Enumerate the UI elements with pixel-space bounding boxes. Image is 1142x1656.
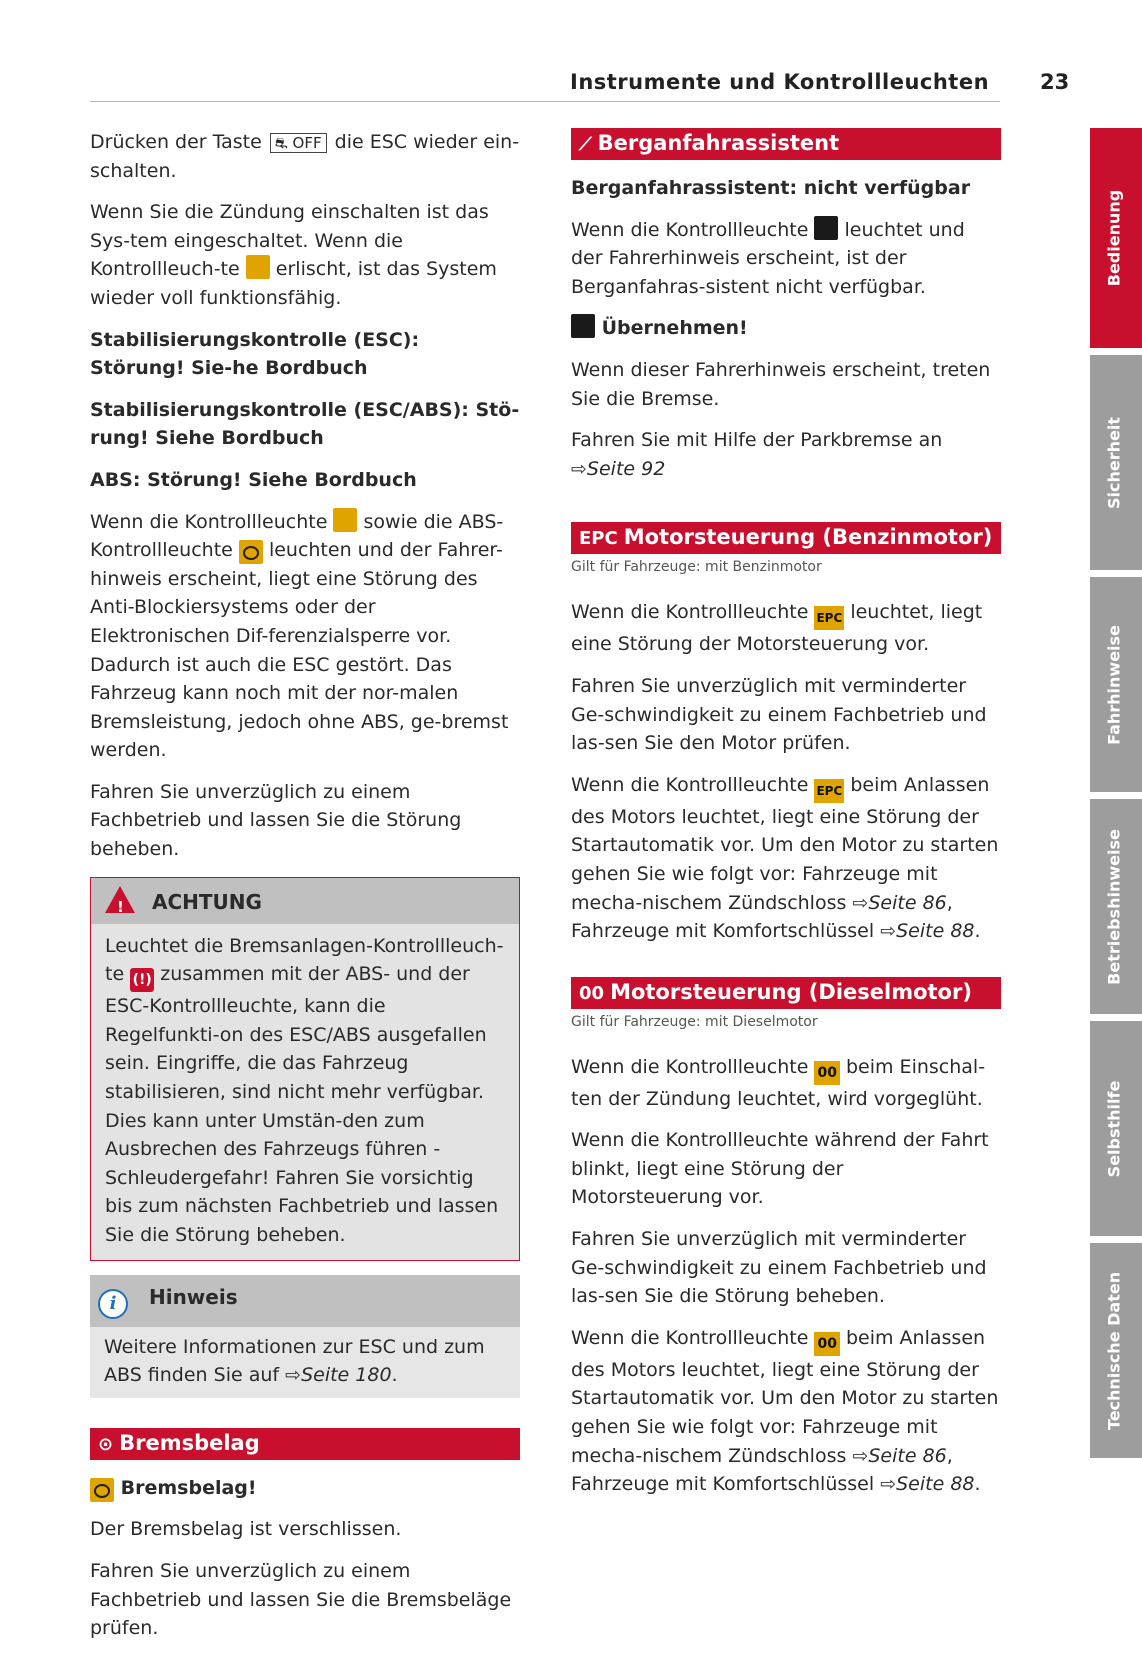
info-icon: i <box>98 1289 128 1319</box>
section-bar-berganfahrassistent: ⟋ Berganfahrassistent <box>571 128 1001 160</box>
esc-warning-icon <box>333 508 357 532</box>
tab-betriebshinweise[interactable]: Betriebshinweise <box>1090 799 1142 1014</box>
right-column <box>571 128 1001 1512</box>
subheading-bremsbelag: Bremsbelag! <box>90 1474 520 1503</box>
left-column <box>90 128 520 1656</box>
section-bar-bremsbelag: ⊙ Bremsbelag <box>90 1428 520 1460</box>
subheading-uebernehmen: Übernehmen! <box>571 314 1001 343</box>
paragraph: Wenn die Kontrollleuchte EPC beim Anlassen des Motors leuchtet, liegt eine Störung der Startautomatik vor. Um den Motor zu starten gehen Sie wie folgt vor: Fahrzeuge mit mecha-nischem Zündschloss ⇨Seite 86, Fahrzeuge mit Komfortschlüssel ⇨Seite 88. <box>571 773 999 943</box>
tab-fahrhinweise[interactable]: Fahrhinweise <box>1090 577 1142 792</box>
tab-bedienung[interactable]: Bedienung <box>1090 128 1142 348</box>
tab-selbsthilfe[interactable]: Selbsthilfe <box>1090 1021 1142 1236</box>
warning-header: ! ACHTUNG <box>91 878 519 924</box>
warning-box <box>90 877 520 1261</box>
paragraph: Wenn die Kontrollleuchte leuchtet und der Fahrerhinweis erscheint, ist der Berganfahras-sistent nicht verfügbar. <box>571 216 1001 302</box>
paragraph: Fahren Sie unverzüglich mit verminderter Ge-schwindigkeit zu einem Fachbetrieb und las-sen Sie den Motor prüfen. <box>571 674 987 755</box>
paragraph: Wenn die Kontrollleuchte EPC leuchtet, liegt eine Störung der Motorsteuerung vor. <box>571 601 983 656</box>
applicability-note: Gilt für Fahrzeuge: mit Benzinmotor <box>571 559 822 576</box>
warning-triangle-icon <box>105 886 135 913</box>
paragraph: Wenn die Kontrollleuchte während der Fahrt blinkt, liegt eine Störung der Motorsteuerung vor. <box>571 1129 989 1209</box>
paragraph: Der Bremsbelag ist verschlissen. <box>90 1518 402 1541</box>
section-bar-dieselmotor: 00 Motorsteuerung (Dieselmotor) <box>571 977 1001 1009</box>
heading-esc-abs: Stabilisierungskontrolle (ESC/ABS): Stö-rung! Siehe Bordbuch <box>90 398 520 450</box>
hill-start-icon <box>814 216 838 240</box>
page-reference[interactable]: ⇨Seite 92 <box>571 457 666 480</box>
glow-plug-icon: 00 <box>814 1061 839 1085</box>
esc-warning-icon <box>246 255 270 279</box>
paragraph: Fahren Sie unverzüglich mit verminderter Ge-schwindigkeit zu einem Fachbetrieb und las-sen Sie die Störung beheben. <box>571 1228 987 1308</box>
heading-berg: Berganfahrassistent: nicht verfügbar <box>571 177 971 199</box>
tab-sicherheit[interactable]: Sicherheit <box>1090 355 1142 570</box>
paragraph: Wenn die Kontrollleuchte 00 beim Einschal-ten der Zündung leuchtet, wird vorgeglüht. <box>571 1055 986 1110</box>
paragraph: Wenn Sie die Zündung einschalten ist das Sys-tem eingeschaltet. Wenn die Kontrollleuch-te erlischt, ist das System wieder voll funktionsfähig. <box>90 201 497 309</box>
paragraph: Wenn die Kontrollleuchte sowie die ABS-Kontrollleuchte leuchten und der Fahrer-hinweis erscheint, liegt eine Störung des Anti-Blockiersystems oder der Elektronischen Dif-ferenzialsperre vor. Dadurch ist auch die ESC gestört. Das Fahrzeug kann noch mit der nor-malen Bremsleistung, jedoch ohne ABS, ge-bremst werden. <box>90 508 520 765</box>
epc-icon: EPC <box>814 779 844 803</box>
page-reference[interactable]: ⇨Seite 88 <box>880 1473 975 1496</box>
page-reference[interactable]: ⇨Seite 88 <box>880 920 975 943</box>
note-box <box>90 1275 520 1398</box>
running-header: Instrumente und Kontrollleuchten <box>570 70 990 94</box>
hill-start-icon <box>571 314 595 338</box>
glow-plug-icon: 00 <box>579 982 605 1004</box>
epc-icon: EPC <box>579 528 618 550</box>
hill-start-icon: ⟋ <box>579 134 592 155</box>
page-number: 23 <box>1040 70 1070 94</box>
paragraph: Fahren Sie unverzüglich zu einem Fachbetrieb und lassen Sie die Störung beheben. <box>90 780 462 861</box>
brake-pad-icon <box>90 1478 114 1502</box>
paragraph: Wenn dieser Fahrerhinweis erscheint, treten Sie die Bremse. <box>571 358 991 410</box>
glow-plug-icon: 00 <box>814 1332 839 1356</box>
brake-system-icon: (!) <box>130 968 154 992</box>
abs-warning-icon <box>239 540 263 564</box>
epc-icon: EPC <box>814 606 844 630</box>
section-bar-benzinmotor: EPC Motorsteuerung (Benzinmotor) <box>571 522 1001 554</box>
page-reference[interactable]: ⇨Seite 86 <box>852 891 947 914</box>
paragraph: Wenn die Kontrollleuchte 00 beim Anlassen des Motors leuchtet, liegt eine Störung der Startautomatik vor. Um den Motor zu starten gehen Sie wie folgt vor: Fahrzeuge mit mecha-nischem Zündschloss ⇨Seite 86, Fahrzeuge mit Komfortschlüssel ⇨Seite 88. <box>571 1326 999 1496</box>
warning-body: Leuchtet die Bremsanlagen-Kontrollleuch-te (!) zusammen mit der ABS- und der ESC-Kontrollleuchte, kann die Regelfunkti-on des ESC/ABS ausgefallen sein. Eingriffe, die das Fahrzeug stabilisieren, sind nicht mehr verfügbar. Dies kann unter Umstän-den zum Ausbrechen des Fahrzeugs führen - Schleudergefahr! Fahren Sie vorsichtig bis zum nächsten Fachbetrieb und lassen Sie die Störung beheben. <box>105 934 504 1246</box>
tab-technische-daten[interactable]: Technische Daten <box>1090 1243 1142 1458</box>
heading-abs: ABS: Störung! Siehe Bordbuch <box>90 468 417 491</box>
page-reference[interactable]: ⇨Seite 180 <box>285 1364 392 1387</box>
paragraph: Fahren Sie mit Hilfe der Parkbremse an ⇨Seite 92 <box>571 429 943 480</box>
brake-pad-icon: ⊙ <box>98 1433 114 1455</box>
paragraph: Drücken der Taste ⛐ OFF die ESC wieder ein-schalten. <box>90 131 520 182</box>
esc-off-key: ⛐ OFF <box>270 133 327 153</box>
heading-esc: Stabilisierungskontrolle (ESC): Störung! Sie-he Bordbuch <box>90 328 420 380</box>
note-body: Weitere Informationen zur ESC und zum ABS finden Sie auf ⇨Seite 180. <box>104 1335 485 1387</box>
applicability-note: Gilt für Fahrzeuge: mit Dieselmotor <box>571 1013 818 1030</box>
page-reference[interactable]: ⇨Seite 86 <box>852 1444 947 1467</box>
header-rule <box>90 101 1000 102</box>
paragraph: Fahren Sie unverzüglich zu einem Fachbetrieb und lassen Sie die Bremsbeläge prüfen. <box>90 1559 512 1640</box>
note-header: i Hinweis <box>90 1275 520 1327</box>
